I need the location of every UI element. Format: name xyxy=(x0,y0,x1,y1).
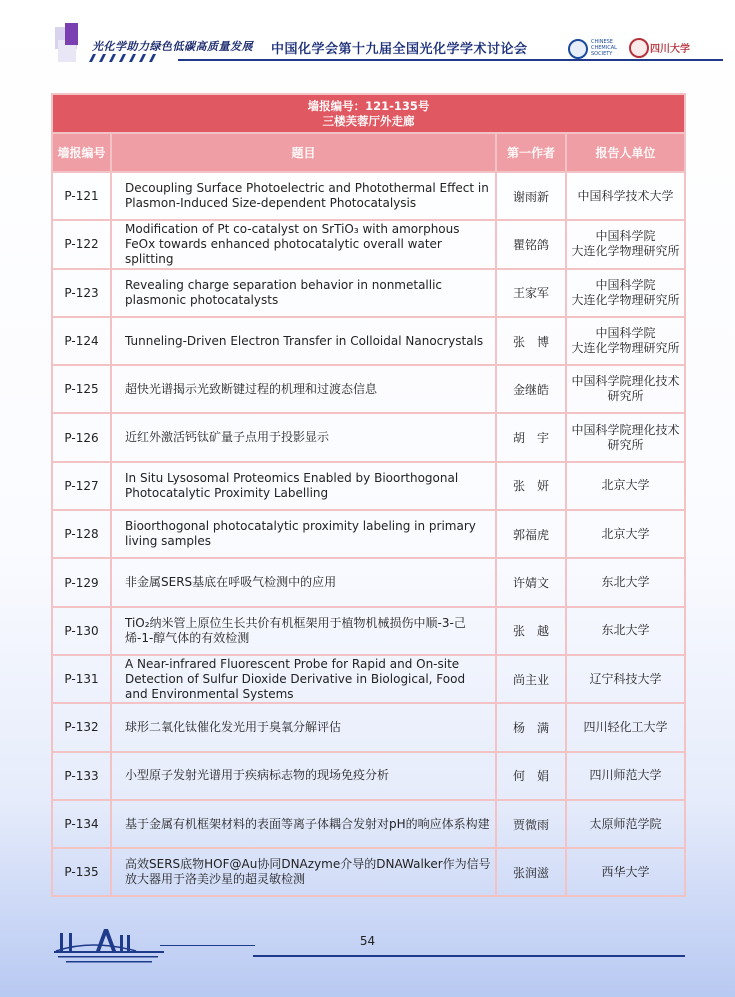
poster-id: P-122 xyxy=(52,220,111,268)
affiliation-line: 东北大学 xyxy=(601,575,650,590)
reporter-affiliation xyxy=(566,269,685,317)
affiliation-line: 辽宁科技大学 xyxy=(589,671,662,686)
first-author: 贾微雨 xyxy=(496,800,566,848)
affiliation-line: 中国科学技术大学 xyxy=(577,188,674,203)
scu-logo-text: 四川大学 xyxy=(650,44,690,55)
table-row xyxy=(52,558,685,606)
reporter-affiliation xyxy=(566,655,685,703)
page-number: 54 xyxy=(359,934,376,948)
poster-id: P-133 xyxy=(52,752,111,800)
affiliation-line: 研究所 xyxy=(607,437,644,452)
caption-poster-range: 墙报编号：121-135号 xyxy=(307,98,430,113)
first-author: 张润滋 xyxy=(496,848,566,896)
poster-title: Modification of Pt co-catalyst on SrTiO₃ with amorphous FeOx towards enhanced photocatalytic overall water splitting xyxy=(111,220,496,268)
affiliation-line: 中国科学院 xyxy=(595,277,656,292)
poster-title: 小型原子发射光谱用于疾病标志物的现场免疫分析 xyxy=(111,752,496,800)
poster-title: A Near-infrared Fluorescent Probe for Rapid and On-site Detection of Sulfur Dioxide Derivative in Biological, Food and Environmental Systems xyxy=(111,655,496,703)
affiliation-line: 东北大学 xyxy=(601,623,650,638)
table-row xyxy=(52,462,685,510)
conference-slogan: 光化学助力绿色低碳高质量发展 xyxy=(92,40,253,53)
table-row xyxy=(52,655,685,703)
reporter-affiliation xyxy=(566,220,685,268)
first-author: 尚主业 xyxy=(496,655,566,703)
affiliation-line: 西华大学 xyxy=(601,864,650,879)
poster-id: P-125 xyxy=(52,365,111,413)
poster-title: Bioorthogonal photocatalytic proximity labeling in primary living samples xyxy=(111,510,496,558)
table-row xyxy=(52,607,685,655)
reporter-affiliation xyxy=(566,607,685,655)
first-author: 张 妍 xyxy=(496,462,566,510)
table-row xyxy=(52,703,685,751)
affiliation-line: 四川轻化工大学 xyxy=(583,719,668,734)
table-row xyxy=(52,172,685,220)
footer-rule xyxy=(253,955,685,957)
poster-title: In Situ Lysosomal Proteomics Enabled by Bioorthogonal Photocatalytic Proximity Labelling xyxy=(111,462,496,510)
first-author: 张 博 xyxy=(496,317,566,365)
affiliation-line: 大连化学物理研究所 xyxy=(571,341,680,356)
affiliation-line: 北京大学 xyxy=(601,478,650,493)
poster-title: Revealing charge separation behavior in nonmetallic plasmonic photocatalysts xyxy=(111,269,496,317)
first-author: 金继皓 xyxy=(496,365,566,413)
poster-title: Decoupling Surface Photoelectric and Photothermal Effect in Plasmon-Induced Size-dependent Photocatalysis xyxy=(111,172,496,220)
first-author: 郭福虎 xyxy=(496,510,566,558)
table-row xyxy=(52,752,685,800)
reporter-affiliation xyxy=(566,172,685,220)
affiliation-line: 研究所 xyxy=(607,389,644,404)
table-caption xyxy=(52,94,685,133)
table-row xyxy=(52,269,685,317)
poster-title: Tunneling-Driven Electron Transfer in Colloidal Nanocrystals xyxy=(111,317,496,365)
reporter-affiliation xyxy=(566,848,685,896)
poster-id: P-121 xyxy=(52,172,111,220)
first-author: 何 娟 xyxy=(496,752,566,800)
page-header xyxy=(0,0,735,80)
table-row xyxy=(52,365,685,413)
column-header-title: 题目 xyxy=(111,133,496,172)
affiliation-line: 中国科学院 xyxy=(595,326,656,341)
first-author: 杨 满 xyxy=(496,703,566,751)
poster-title: 高效SERS底物HOF@Au协同DNAzyme介导的DNAWalker作为信号放大器用于洛美沙星的超灵敏检测 xyxy=(111,848,496,896)
affiliation-line: 北京大学 xyxy=(601,526,650,541)
first-author: 胡 宇 xyxy=(496,413,566,461)
reporter-affiliation xyxy=(566,558,685,606)
affiliation-line: 中国科学院理化技术 xyxy=(571,374,680,389)
first-author: 王家军 xyxy=(496,269,566,317)
poster-id: P-128 xyxy=(52,510,111,558)
poster-id: P-131 xyxy=(52,655,111,703)
table-row xyxy=(52,413,685,461)
column-header-author: 第一作者 xyxy=(496,133,566,172)
table-row xyxy=(52,317,685,365)
table-row xyxy=(52,848,685,896)
poster-title: TiO₂纳米管上原位生长共价有机框架用于植物机械损伤中顺-3-己烯-1-醇气体的有效检测 xyxy=(111,607,496,655)
affiliation-line: 中国科学院理化技术 xyxy=(571,422,680,437)
header-rule xyxy=(178,59,723,61)
poster-id: P-126 xyxy=(52,413,111,461)
poster-id: P-129 xyxy=(52,558,111,606)
poster-id: P-134 xyxy=(52,800,111,848)
reporter-affiliation xyxy=(566,752,685,800)
poster-id: P-132 xyxy=(52,703,111,751)
poster-table xyxy=(51,93,686,897)
poster-title: 超快光谱揭示光致断键过程的机理和过渡态信息 xyxy=(111,365,496,413)
table-row xyxy=(52,220,685,268)
first-author: 瞿铭鸽 xyxy=(496,220,566,268)
table-row xyxy=(52,800,685,848)
affiliation-line: 大连化学物理研究所 xyxy=(571,292,680,307)
first-author: 张 越 xyxy=(496,607,566,655)
poster-title: 基于金属有机框架材料的表面等离子体耦合发射对pH的响应体系构建 xyxy=(111,800,496,848)
first-author: 谢雨新 xyxy=(496,172,566,220)
header-stripes-icon xyxy=(85,54,175,62)
affiliation-line: 中国科学院 xyxy=(595,229,656,244)
table-row xyxy=(52,510,685,558)
header-decoration xyxy=(65,23,78,45)
poster-title: 非金属SERS基底在呼吸气检测中的应用 xyxy=(111,558,496,606)
poster-id: P-135 xyxy=(52,848,111,896)
first-author: 许婧文 xyxy=(496,558,566,606)
poster-title: 球形二氧化钛催化发光用于臭氧分解评估 xyxy=(111,703,496,751)
poster-id: P-130 xyxy=(52,607,111,655)
reporter-affiliation xyxy=(566,365,685,413)
table-body xyxy=(52,172,685,896)
affiliation-line: 大连化学物理研究所 xyxy=(571,244,680,259)
reporter-affiliation xyxy=(566,703,685,751)
conference-title: 中国化学会第十九届全国光化学学术讨论会 xyxy=(271,42,528,57)
table-header-row xyxy=(52,133,685,172)
reporter-affiliation xyxy=(566,800,685,848)
reporter-affiliation xyxy=(566,510,685,558)
poster-id: P-127 xyxy=(52,462,111,510)
poster-title: 近红外激活钙钛矿量子点用于投影显示 xyxy=(111,413,496,461)
poster-id: P-124 xyxy=(52,317,111,365)
column-header-id: 墙报编号 xyxy=(52,133,111,172)
poster-id: P-123 xyxy=(52,269,111,317)
ccs-logo-text: CHINESE CHEMICAL SOCIETY xyxy=(591,39,617,57)
caption-location: 三楼芙蓉厅外走廊 xyxy=(322,113,415,128)
scu-logo-icon xyxy=(629,38,649,58)
column-header-unit: 报告人单位 xyxy=(566,133,685,172)
affiliation-line: 太原师范学院 xyxy=(589,816,662,831)
affiliation-line: 四川师范大学 xyxy=(589,768,662,783)
reporter-affiliation xyxy=(566,413,685,461)
ccs-logo-icon xyxy=(568,39,588,59)
reporter-affiliation xyxy=(566,317,685,365)
reporter-affiliation xyxy=(566,462,685,510)
